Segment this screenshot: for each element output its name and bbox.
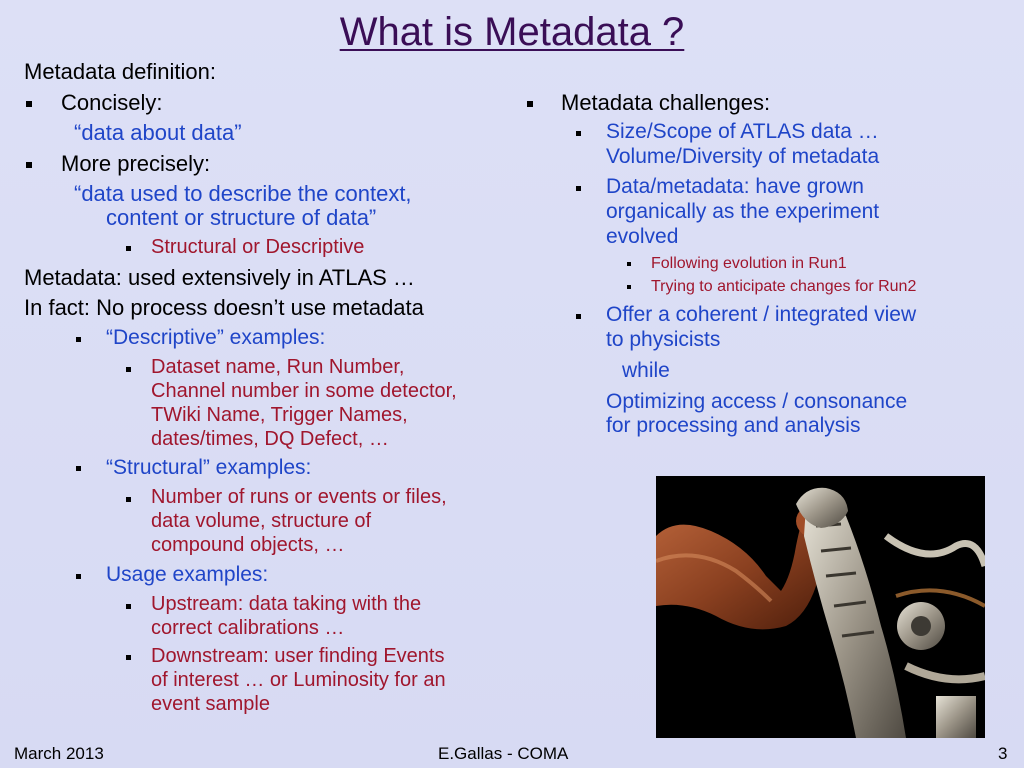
precisely-quote-line1: “data used to describe the context,: [74, 181, 412, 206]
trying-item: Trying to anticipate changes for Run2: [651, 278, 917, 295]
usage-heading: Usage examples:: [106, 563, 269, 586]
upstream-line1: Upstream: data taking with the: [151, 593, 422, 615]
footer-date: March 2013: [14, 744, 104, 763]
grown-line1: Data/metadata: have grown: [606, 175, 864, 198]
bullet-square-icon: [76, 574, 81, 579]
bullet-square-icon: [126, 367, 131, 372]
grown-line3: evolved: [606, 225, 679, 248]
footer-page-number: 3: [998, 744, 1008, 763]
descriptive-line4: dates/times, DQ Defect, …: [151, 428, 389, 450]
concisely-quote: “data about data”: [74, 120, 242, 145]
bullet-square-icon: [576, 131, 581, 136]
arm-wrestling-illustration: [656, 476, 985, 738]
definition-heading: Metadata definition:: [24, 59, 217, 84]
challenges-heading: Metadata challenges:: [561, 90, 771, 115]
bullet-square-icon: [576, 314, 581, 319]
bullet-square-icon: [76, 337, 81, 342]
bullet-square-icon: [527, 101, 533, 107]
descriptive-line2: Channel number in some detector,: [151, 380, 457, 402]
arm-wrestling-image: [656, 476, 985, 738]
optimizing-line1: Optimizing access / consonance: [606, 390, 908, 413]
optimizing-line2: for processing and analysis: [606, 414, 861, 437]
bullet-square-icon: [26, 162, 32, 168]
slide-title: What is Metadata ?: [339, 10, 685, 54]
downstream-line1: Downstream: user finding Events: [151, 645, 445, 667]
bullet-square-icon: [26, 101, 32, 107]
bullet-square-icon: [126, 246, 131, 251]
descriptive-heading: “Descriptive” examples:: [106, 326, 326, 349]
precisely-quote-line2: content or structure of data”: [106, 205, 377, 230]
structural-heading: “Structural” examples:: [106, 456, 312, 479]
upstream-line2: correct calibrations …: [151, 617, 345, 639]
grown-line2: organically as the experiment: [606, 200, 880, 223]
structural-line2: data volume, structure of: [151, 510, 372, 532]
following-item: Following evolution in Run1: [651, 255, 847, 272]
bullet-square-icon: [126, 655, 131, 660]
downstream-line3: event sample: [151, 693, 270, 715]
bullet-square-icon: [126, 604, 131, 609]
structural-line1: Number of runs or events or files,: [151, 486, 447, 508]
used-extensively-text: Metadata: used extensively in ATLAS …: [24, 265, 415, 290]
structural-or-descriptive: Structural or Descriptive: [151, 236, 365, 258]
descriptive-line1: Dataset name, Run Number,: [151, 356, 405, 378]
bullet-square-icon: [576, 186, 581, 191]
bullet-square-icon: [627, 285, 631, 289]
precisely-item: More precisely:: [61, 151, 211, 176]
downstream-line2: of interest … or Luminosity for an: [151, 669, 446, 691]
offer-line1: Offer a coherent / integrated view: [606, 303, 917, 326]
bullet-square-icon: [627, 262, 631, 266]
offer-line2: to physicists: [606, 328, 721, 351]
bullet-square-icon: [126, 497, 131, 502]
while-text: while: [622, 359, 670, 382]
structural-line3: compound objects, …: [151, 534, 345, 556]
size-line1: Size/Scope of ATLAS data …: [606, 120, 879, 143]
footer-author: E.Gallas - COMA: [438, 744, 569, 763]
concisely-item: Concisely:: [61, 90, 163, 115]
in-fact-text: In fact: No process doesn’t use metadata: [24, 295, 424, 320]
bullet-square-icon: [76, 466, 81, 471]
descriptive-line3: TWiki Name, Trigger Names,: [151, 404, 408, 426]
size-line2: Volume/Diversity of metadata: [606, 145, 880, 168]
